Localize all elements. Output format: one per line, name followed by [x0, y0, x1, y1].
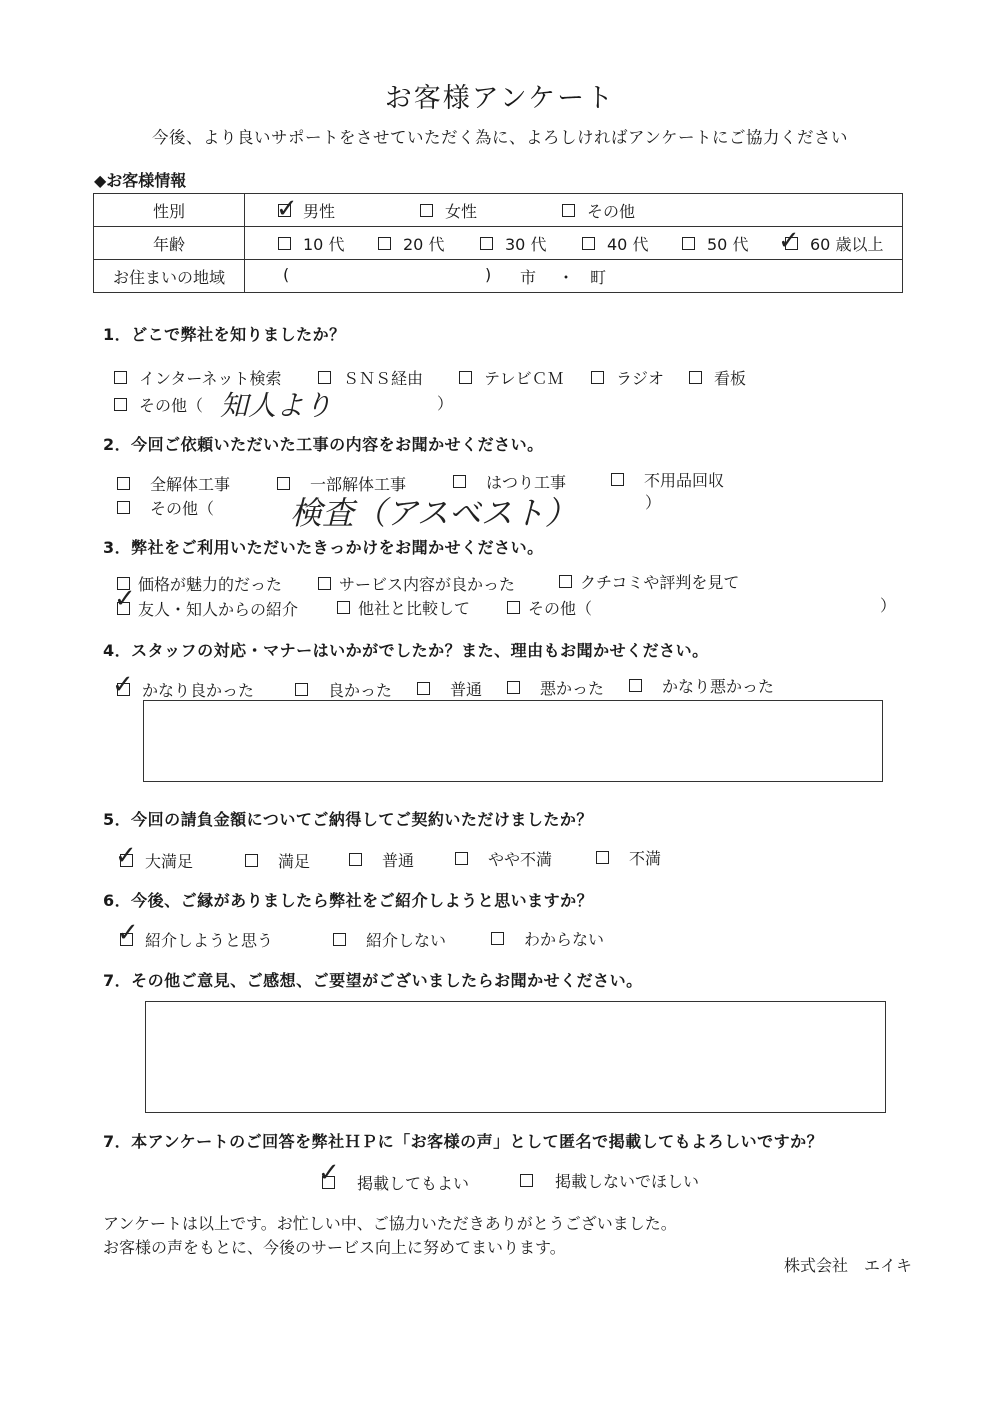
checkbox[interactable]: [689, 371, 702, 384]
q6-option-will-not-refer[interactable]: 紹介しない: [333, 928, 446, 951]
check-mark-icon: ✓: [112, 670, 134, 700]
q6-option-will-refer[interactable]: 紹介しようと思う: [120, 928, 273, 951]
checkbox[interactable]: [333, 933, 346, 946]
checkbox[interactable]: [491, 932, 504, 945]
region-town-label: 町: [590, 268, 607, 287]
q4-reason-textarea[interactable]: [143, 700, 883, 782]
q2-other-close: ）: [645, 493, 662, 512]
checkbox[interactable]: [507, 601, 520, 614]
check-mark-icon: ✓: [276, 194, 298, 224]
customer-info-heading: ◆お客様情報: [94, 171, 187, 190]
checkbox[interactable]: [682, 237, 695, 250]
region-city-label: 市: [520, 268, 537, 287]
checkbox[interactable]: [596, 851, 609, 864]
checkbox[interactable]: [114, 398, 127, 411]
checkbox[interactable]: [455, 852, 468, 865]
region-row: [94, 260, 903, 293]
checkbox[interactable]: [562, 204, 575, 217]
q4-option-bad[interactable]: 悪かった: [507, 676, 604, 699]
q4-option-very-bad[interactable]: かなり悪かった: [629, 674, 774, 697]
q2-option-other[interactable]: その他（: [117, 496, 214, 519]
survey-title: お客様アンケート: [384, 83, 616, 114]
age-option-10s[interactable]: 10 代: [278, 232, 344, 255]
q2-option-partial-demolition[interactable]: 一部解体工事: [277, 472, 406, 495]
age-option-40s[interactable]: 40 代: [582, 232, 648, 255]
age-option-30s[interactable]: 30 代: [480, 232, 546, 255]
checkbox[interactable]: [337, 601, 350, 614]
region-open-paren: (: [283, 265, 290, 284]
q7-comments-textarea[interactable]: [145, 1001, 886, 1113]
age-option-50s[interactable]: 50 代: [682, 232, 748, 255]
q5-option-very-satisfied[interactable]: 大満足: [120, 849, 193, 872]
gender-row: [94, 194, 903, 227]
q8-option-allow[interactable]: 掲載してもよい: [322, 1171, 469, 1194]
age-option-20s[interactable]: 20 代: [378, 232, 444, 255]
check-mark-icon: ✓: [778, 226, 800, 256]
q6-question: 6．今後、ご縁がありましたら弊社をご紹介しようと思いますか？: [103, 891, 594, 910]
checkbox[interactable]: [480, 237, 493, 250]
q3-option-price[interactable]: 価格が魅力的だった: [117, 572, 282, 595]
q5-question: 5．今回の請負金額についてご納得してご契約いただけましたか？: [103, 810, 593, 829]
check-mark-icon: ✓: [318, 1158, 340, 1188]
checkbox[interactable]: [245, 854, 258, 867]
gender-option-male[interactable]: 男性: [278, 199, 335, 222]
company-name: 株式会社 エイキ: [783, 1256, 912, 1275]
checkbox[interactable]: [629, 679, 642, 692]
checkbox[interactable]: [420, 204, 433, 217]
checkbox[interactable]: [453, 475, 466, 488]
checkbox[interactable]: [349, 853, 362, 866]
checkbox[interactable]: [318, 577, 331, 590]
q2-option-chipping[interactable]: はつり工事: [453, 470, 566, 493]
checkbox[interactable]: [582, 237, 595, 250]
q5-option-somewhat-dissatisfied[interactable]: やや不満: [455, 847, 552, 870]
q1-question: 1．どこで弊社を知りましたか？: [103, 325, 346, 344]
check-mark-icon: ✓: [117, 918, 139, 948]
q2-other-handwritten: 検査（アスベスト）: [290, 494, 577, 532]
checkbox[interactable]: [591, 371, 604, 384]
checkbox[interactable]: [520, 1174, 533, 1187]
q3-question: 3．弊社をご利用いただいたきっかけをお聞かせください。: [103, 538, 544, 557]
q3-option-reviews[interactable]: クチコミや評判を見て: [559, 570, 739, 593]
q1-other-close: ）: [437, 394, 454, 413]
region-close-paren: ): [485, 265, 492, 284]
q4-option-good[interactable]: 良かった: [295, 678, 392, 701]
q8-option-disallow[interactable]: 掲載しないでほしい: [520, 1169, 699, 1192]
checkbox[interactable]: [378, 237, 391, 250]
q3-option-compared[interactable]: 他社と比較して: [337, 596, 470, 619]
q1-other-handwritten: 知人より: [220, 389, 333, 422]
check-mark-icon: ✓: [114, 584, 136, 614]
gender-option-female[interactable]: 女性: [420, 199, 477, 222]
q4-option-normal[interactable]: 普通: [417, 677, 482, 700]
q5-option-dissatisfied[interactable]: 不満: [596, 846, 661, 869]
checkbox[interactable]: [278, 237, 291, 250]
q3-option-referral[interactable]: 友人・知人からの紹介: [117, 597, 298, 620]
checkbox[interactable]: [559, 575, 572, 588]
checkbox[interactable]: [277, 477, 290, 490]
q2-option-full-demolition[interactable]: 全解体工事: [117, 472, 230, 495]
q8-question: 7．本アンケートのご回答を弊社ＨＰに「お客様の声」として匿名で掲載してもよろしいですか？: [103, 1132, 824, 1151]
checkbox[interactable]: [459, 371, 472, 384]
check-mark-icon: ✓: [115, 841, 137, 871]
age-label: 年齢: [94, 227, 245, 260]
region-dot: ・: [558, 268, 575, 287]
checkbox[interactable]: [117, 501, 130, 514]
gender-option-other[interactable]: その他: [562, 199, 635, 222]
checkbox[interactable]: [114, 371, 127, 384]
q1-option-radio[interactable]: ラジオ: [591, 366, 664, 389]
checkbox[interactable]: [611, 473, 624, 486]
q4-option-very-good[interactable]: かなり良かった: [117, 678, 254, 701]
age-option-60plus[interactable]: 60 歳以上: [785, 232, 883, 255]
q5-option-satisfied[interactable]: 満足: [245, 849, 310, 872]
q4-question: 4．スタッフの対応・マナーはいかがでしたか？また、理由もお聞かせください。: [103, 641, 709, 660]
closing-line-2: お客様の声をもとに、今後のサービス向上に努めてまいります。: [103, 1238, 566, 1257]
q1-option-other[interactable]: その他（: [114, 393, 203, 416]
q3-option-other[interactable]: その他（: [507, 596, 592, 619]
closing-line-1: アンケートは以上です。お忙しい中、ご協力いただきありがとうございました。: [103, 1214, 677, 1233]
q7-question: 7．その他ご意見、ご感想、ご要望がございましたらお聞かせください。: [103, 971, 643, 990]
survey-subtitle: 今後、より良いサポートをさせていただく為に、よろしければアンケートにご協力ください: [151, 128, 848, 147]
q3-option-service[interactable]: サービス内容が良かった: [318, 572, 515, 595]
q1-option-sns[interactable]: ＳＮＳ経由: [318, 366, 423, 389]
region-label: お住まいの地域: [94, 260, 245, 293]
checkbox[interactable]: [507, 681, 520, 694]
q2-question: 2．今回ご依頼いただいた工事の内容をお聞かせください。: [103, 435, 544, 454]
q6-option-unsure[interactable]: わからない: [491, 927, 604, 950]
q1-option-tvcm[interactable]: テレビＣＭ: [459, 366, 564, 389]
region-field[interactable]: [245, 260, 903, 293]
q2-option-junk-removal[interactable]: 不用品回収: [611, 468, 724, 491]
checkbox[interactable]: [318, 371, 331, 384]
q5-option-normal[interactable]: 普通: [349, 848, 414, 871]
checkbox[interactable]: [117, 477, 130, 490]
q3-other-close: ）: [880, 596, 897, 615]
checkbox[interactable]: [417, 682, 430, 695]
gender-label: 性別: [94, 194, 245, 227]
q1-option-signboard[interactable]: 看板: [689, 366, 746, 389]
q1-option-internet[interactable]: インターネット検索: [114, 366, 282, 389]
checkbox[interactable]: [295, 683, 308, 696]
